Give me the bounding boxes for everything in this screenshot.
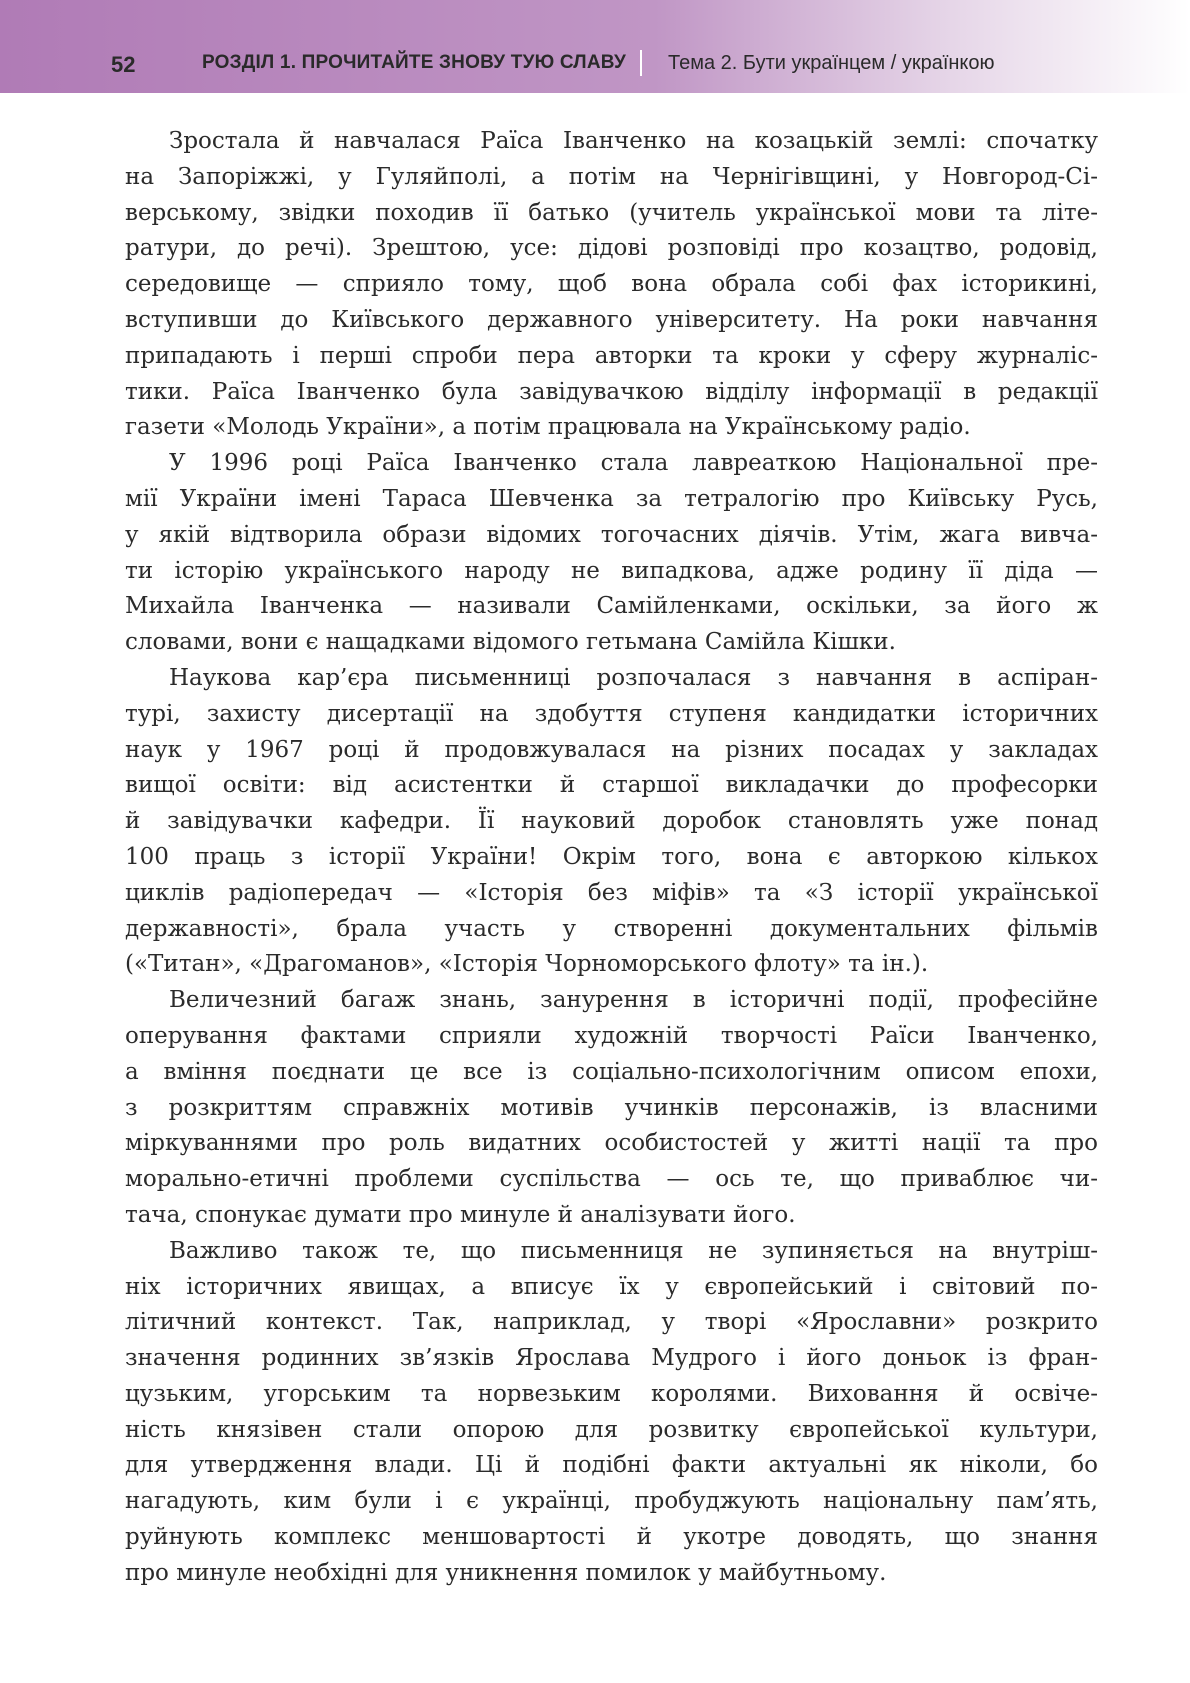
page-header [0, 0, 1190, 93]
paragraph [125, 983, 1098, 1234]
text-line: циклів радіопередач — «Історія без міфів» та «З історії української [125, 879, 1098, 906]
body-text [125, 124, 1098, 1592]
text-line: вступивши до Київського державного університету. На роки навчання [125, 306, 1098, 333]
text-line: нагадують, ким були і є українці, пробуджують національну пам’ять, [125, 1488, 1098, 1515]
page-number: 52 [111, 52, 136, 77]
text-line: газети «Молодь України», а потім працювала на Українському радіо. [125, 414, 971, 441]
text-line: припадають і перші спроби пера авторки та кроки у сферу журналіс- [125, 342, 1098, 369]
text-line: верському, звідки походив її батько (учитель української мови та літе- [125, 199, 1098, 226]
paragraph [125, 1234, 1098, 1592]
text-line: для утвердження влади. Ці й подібні факти актуальні як ніколи, бо [125, 1452, 1098, 1479]
chapter-title: РОЗДІЛ 1. ПРОЧИТАЙТЕ ЗНОВУ ТУЮ СЛАВУ [202, 52, 626, 73]
text-line: й завідувачки кафедри. Її науковий доробок становлять уже понад [125, 808, 1098, 835]
text-line: державності», брала участь у створенні документальних фільмів [125, 915, 1098, 942]
text-line: Величезний багаж знань, занурення в історичні події, професійне [169, 987, 1098, 1014]
text-line: вищої освіти: від асистентки й старшої викладачки до професорки [125, 772, 1098, 799]
text-line: 100 праць з історії України! Окрім того, вона є авторкою кількох [125, 843, 1098, 870]
text-line: словами, вони є нащадками відомого гетьмана Самійла Кішки. [125, 629, 896, 656]
text-line: ніх історичних явищах, а вписує їх у європейський і світовий по- [125, 1273, 1098, 1300]
text-line: з розкриттям справжніх мотивів учинків персонажів, із власними [125, 1094, 1098, 1121]
text-line: середовище — сприяло тому, щоб вона обрала собі фах історикині, [125, 271, 1098, 298]
paragraph [125, 661, 1098, 983]
paragraph [125, 446, 1098, 661]
text-line: мії України імені Тараса Шевченка за тетралогію про Київську Русь, [125, 485, 1098, 512]
header-divider [640, 50, 642, 76]
text-line: ратури, до речі). Зрештою, усе: дідові розповіді про козацтво, родовід, [125, 235, 1098, 262]
text-line: Важливо також те, що письменниця не зупиняється на внутріш- [169, 1237, 1098, 1264]
text-line: турі, захисту дисертації на здобуття ступеня кандидатки історичних [125, 700, 1098, 727]
text-line: у якій відтворила образи відомих тогочасних діячів. Утім, жага вивча- [125, 521, 1098, 548]
text-line: («Титан», «Драгоманов», «Історія Чорноморського флоту» та ін.). [125, 951, 929, 978]
text-line: про минуле необхідні для уникнення помилок у майбутньому. [125, 1559, 887, 1586]
text-line: оперування фактами сприяли художній творчості Раїси Іванченко, [125, 1022, 1098, 1049]
text-line: Наукова кар’єра письменниці розпочалася з навчання в аспіран- [169, 664, 1098, 691]
text-line: тики. Раїса Іванченко була завідувачкою відділу інформації в редакції [125, 378, 1098, 405]
topic-title: Тема 2. Бути українцем / українкою [668, 52, 995, 74]
text-line: літичний контекст. Так, наприклад, у творі «Ярославни» розкрито [125, 1309, 1098, 1336]
text-line: а вміння поєднати це все із соціально-психологічним описом епохи, [125, 1058, 1098, 1085]
text-line: значення родинних зв’язків Ярослава Мудрого і його доньок із фран- [125, 1345, 1098, 1372]
text-line: Зростала й навчалася Раїса Іванченко на козацькій землі: спочатку [169, 128, 1098, 154]
text-line: У 1996 році Раїса Іванченко стала лавреаткою Національної пре- [169, 450, 1098, 477]
paragraph [125, 124, 1098, 446]
text-line: ність князівен стали опорою для розвитку європейської культури, [125, 1416, 1098, 1443]
text-line: цузьким, угорським та норвезьким королями. Виховання й освіче- [125, 1380, 1098, 1407]
text-line: руйнують комплекс меншовартості й укотре доводять, що знання [125, 1524, 1098, 1551]
text-line: на Запоріжжі, у Гуляйполі, а потім на Чернігівщині, у Новгород-Сі- [125, 163, 1098, 190]
text-line: Михайла Іванченка — називали Самійленками, оскільки, за його ж [125, 593, 1098, 620]
text-line: тача, спонукає думати про минуле й аналізувати його. [125, 1201, 796, 1228]
text-line: ти історію українського народу не випадкова, адже родину її діда — [125, 557, 1098, 584]
text-line: міркуваннями про роль видатних особистостей у житті нації та про [125, 1130, 1098, 1157]
text-line: наук у 1967 році й продовжувалася на різних посадах у закладах [125, 736, 1098, 763]
text-line: морально-етичні проблеми суспільства — ось те, що приваблює чи- [125, 1166, 1098, 1193]
